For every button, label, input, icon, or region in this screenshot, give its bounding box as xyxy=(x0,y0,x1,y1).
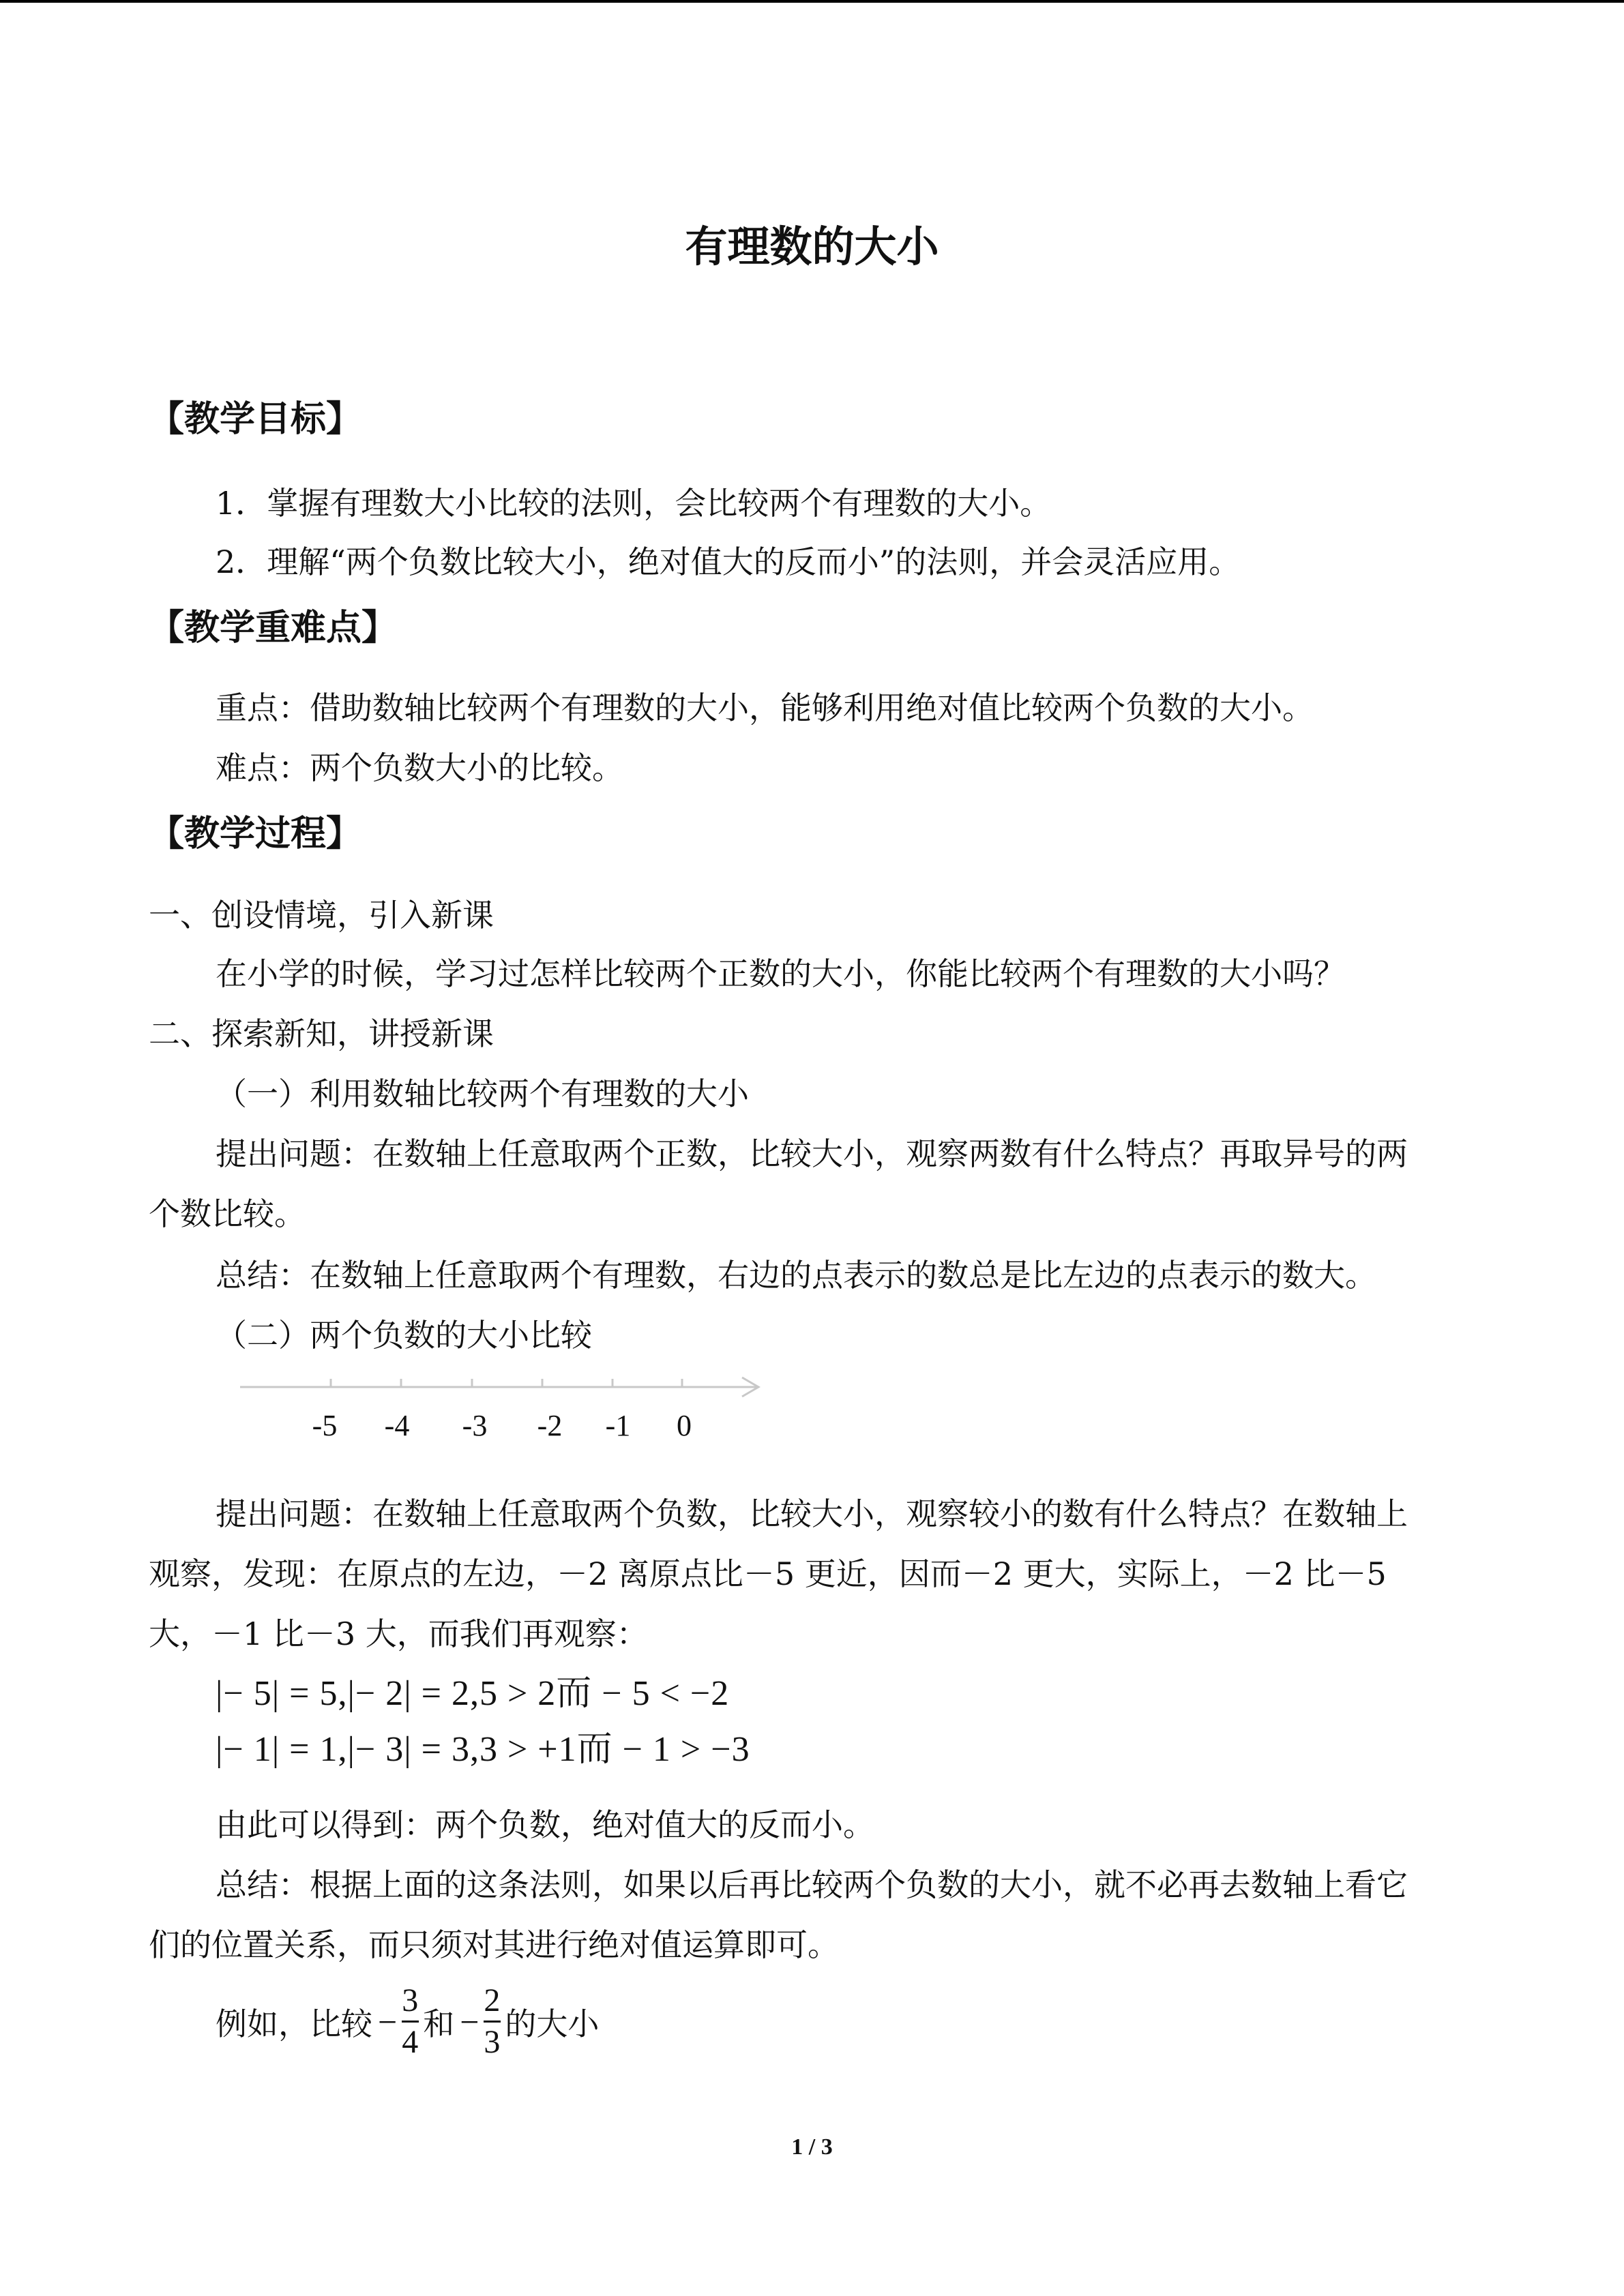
minus-sign: − xyxy=(460,2002,480,2041)
step1-text: 在小学的时候，学习过怎样比较两个正数的大小，你能比较两个有理数的大小吗？ xyxy=(216,955,1345,992)
sub2-question-line1: 提出问题：在数轴上任意取两个负数，比较大小，观察较小的数有什么特点？在数轴上 xyxy=(216,1495,1408,1532)
fraction-denominator: 3 xyxy=(484,2021,501,2062)
top-rule xyxy=(0,0,1624,3)
fraction-three-quarters xyxy=(402,1981,419,2062)
fraction-denominator: 4 xyxy=(402,2021,419,2062)
goal-2: 2．理解“两个负数比较大小，绝对值大的反而小”的法则，并会灵活应用。 xyxy=(216,543,1241,580)
formula-2: |− 1| = 1,|− 3| = 3,3 > +1而 − 1 > −3 xyxy=(216,1730,750,1769)
step1-title: 一、创设情境，引入新课 xyxy=(149,897,494,934)
process-heading: 【教学过程】 xyxy=(149,814,362,854)
conclusion: 由此可以得到：两个负数，绝对值大的反而小。 xyxy=(216,1806,874,1843)
tick-label: -1 xyxy=(605,1409,631,1442)
key-heading: 【教学重难点】 xyxy=(149,608,398,648)
example-mid: 和 xyxy=(423,2005,455,2042)
goals-heading: 【教学目标】 xyxy=(149,399,362,440)
tick-label: -3 xyxy=(462,1409,488,1442)
sub1-summary: 总结：在数轴上任意取两个有理数，右边的点表示的数总是比左边的点表示的数大。 xyxy=(216,1257,1376,1294)
number-line xyxy=(232,1371,778,1446)
minus-sign: − xyxy=(378,2002,398,2041)
sub2-question-line2: 观察，发现：在原点的左边，－2 离原点比－5 更近，因而－2 更大，实际上，－2 比－5 xyxy=(149,1555,1387,1592)
example-prefix: 例如，比较 xyxy=(216,2005,372,2042)
example-suffix: 的大小 xyxy=(505,2005,600,2042)
summary-line1: 总结：根据上面的这条法则，如果以后再比较两个负数的大小，就不必再去数轴上看它 xyxy=(216,1866,1408,1903)
fraction-two-thirds xyxy=(484,1981,501,2062)
page-title: 有理数的大小 xyxy=(685,222,939,271)
step2-title: 二、探索新知，讲授新课 xyxy=(149,1015,494,1052)
fraction-numerator: 3 xyxy=(402,1982,419,2018)
sub2-question-line3: 大，－1 比－3 大，而我们再观察： xyxy=(149,1615,648,1652)
key-point: 重点：借助数轴比较两个有理数的大小，能够利用绝对值比较两个负数的大小。 xyxy=(216,689,1314,726)
goal-1: 1．掌握有理数大小比较的法则，会比较两个有理数的大小。 xyxy=(216,485,1052,522)
tick-label: -4 xyxy=(384,1409,410,1442)
page-number: 1 / 3 xyxy=(791,2134,833,2160)
tick-label: -5 xyxy=(312,1409,338,1442)
example-line xyxy=(216,1981,599,2062)
formula-1: |− 5| = 5,|− 2| = 2,5 > 2而 − 5 < −2 xyxy=(216,1674,730,1713)
summary-line2: 们的位置关系，而只须对其进行绝对值运算即可。 xyxy=(149,1926,839,1963)
tick-label: 0 xyxy=(677,1409,692,1442)
sub1-question-line2: 个数比较。 xyxy=(149,1195,306,1232)
fraction-numerator: 2 xyxy=(484,1982,501,2018)
tick-label: -2 xyxy=(537,1409,563,1442)
sub2-title: （二）两个负数的大小比较 xyxy=(216,1317,592,1354)
sub1-question-line1: 提出问题：在数轴上任意取两个正数，比较大小，观察两数有什么特点？再取异号的两 xyxy=(216,1135,1408,1172)
sub1-title: （一）利用数轴比较两个有理数的大小 xyxy=(216,1075,749,1112)
difficulty: 难点：两个负数大小的比较。 xyxy=(216,749,623,786)
